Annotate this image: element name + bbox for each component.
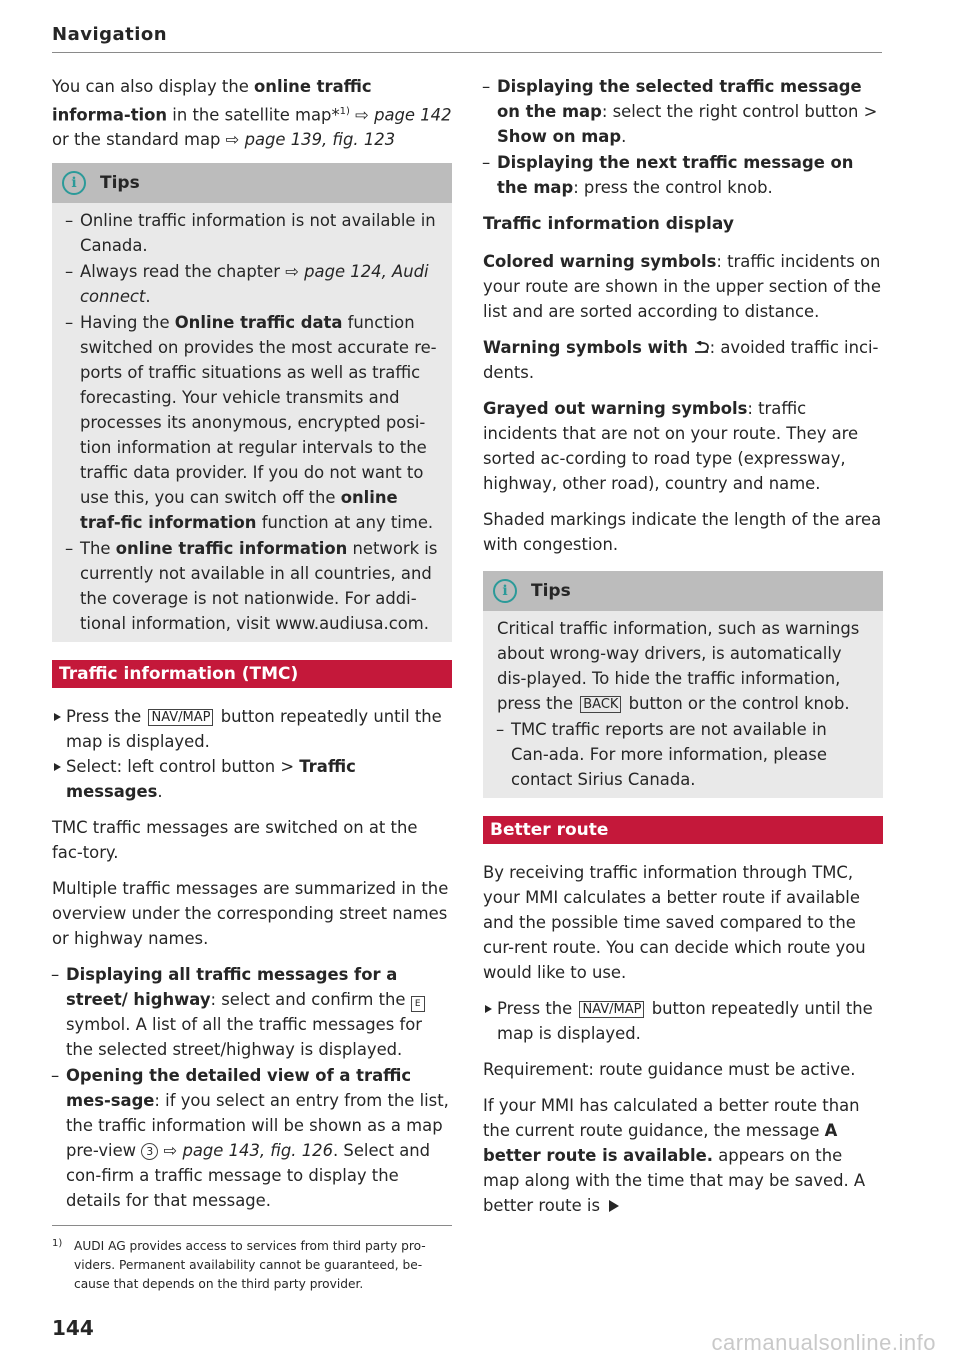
tips-item: – Having the Online traffic data function switched on provides the most accurate re-ports of traffic situations as well as traffic forecasting. Your vehicle transmits and processes its anonymous, encrypted posi-tion information at regular intervals to the traffic data provider. If you do not want to use this, you can switch off the online traf-fic information function at any time. [66, 310, 438, 535]
subheading: Traffic information display [483, 214, 734, 234]
tips-body [52, 203, 452, 642]
tips-item: – TMC traffic reports are not available in Can-ada. For more information, please contact Sirius Canada. [497, 717, 869, 792]
list-item: – Displaying all traffic messages for a street/ highway: select and confirm the E symbol. A list of all the traffic messages for the selected street/highway is displayed. [52, 962, 452, 1062]
section-title-better-route: Better route [483, 816, 883, 844]
nav-map-key: NAV/MAP [579, 1001, 644, 1018]
tips-header [52, 163, 452, 203]
page-ref-link[interactable]: page 142 [374, 105, 452, 125]
tips-paragraph: Critical traffic information, such as warnings about wrong-way drivers, is automatically dis-played. To hide the traffic information, press the BACK button or the control knob. [497, 619, 860, 713]
footnote-mark: 1) [52, 1238, 63, 1249]
continue-arrow-icon [609, 1200, 619, 1212]
list-item: – Displaying the next traffic message on the map: press the control knob. [483, 150, 883, 200]
paragraph: Requirement: route guidance must be active. [483, 1060, 856, 1079]
paragraph: Colored warning symbols: traffic incidents on your route are shown in the upper section of the list and are sorted according to distance. [483, 252, 881, 321]
paragraph: Shaded markings indicate the length of the area with congestion. [483, 510, 882, 554]
paragraph: If your MMI has calculated a better route than the current route guidance, the message A better route is available. appears on the map along with the time that may be saved. A better route is [483, 1096, 866, 1215]
step-item: Press the NAV/MAP button repeatedly until the map is displayed. [52, 704, 452, 754]
tips-item: – Online traffic information is not available in Canada. [66, 208, 438, 258]
tips-header [483, 571, 883, 611]
right-column [483, 74, 883, 1229]
list-item: – Opening the detailed view of a traffic mes-sage: if you select an entry from the list, the traffic information will be shown as a map pre-view 3 ⇨ page 143, fig. 126. Select and con-firm a traffic message to display the details for that message. [52, 1063, 452, 1213]
left-column [52, 74, 452, 1214]
nav-map-key: NAV/MAP [148, 709, 213, 726]
section-title-tmc: Traffic information (TMC) [52, 660, 452, 688]
tips-item: – Always read the chapter ⇨ page 124, Audi connect. [66, 259, 438, 309]
paragraph: TMC traffic messages are switched on at the fac-tory. [52, 818, 418, 863]
paragraph: Multiple traffic messages are summarized in the overview under the corresponding street names or highway names. [52, 879, 449, 949]
page-ref-link[interactable]: page 124, Audi connect [80, 262, 429, 307]
watermark: carmanualsonline.info [711, 1330, 936, 1355]
header-divider [52, 52, 882, 53]
tips-item: – The online traffic information network is currently not available in all countries, and the coverage is not nationwide. For addi-tional information, visit www.audiusa.com. [66, 536, 438, 636]
step-item: Press the NAV/MAP button repeatedly until the map is displayed. [483, 996, 883, 1046]
footnote-ref[interactable]: 1) [339, 106, 350, 117]
page-ref-link[interactable]: page 139, fig. 123 [244, 130, 396, 150]
paragraph: Grayed out warning symbols: traffic incidents that are not on your route. They are sorted ac-cording to road type (expressway, highway, other road), country and name. [483, 399, 859, 493]
callout-number-icon: 3 [141, 1143, 158, 1160]
step-item: Select: left control button > Traffic messages. [52, 754, 452, 804]
tips-body [483, 611, 883, 798]
tips-box [483, 571, 883, 798]
intro-paragraph: You can also display the online traffic informa-tion in the satellite map*$^{1)}$ ⇨ page 142 or the standard map ⇨ page 139, fig. 123 [52, 77, 452, 150]
tips-title: Tips [531, 580, 571, 601]
footnote [52, 1237, 452, 1294]
paragraph: Warning symbols with : avoided traffic inci-dents. [483, 338, 879, 382]
paragraph: By receiving traffic information through TMC, your MMI calculates a better route if available and the possible time saved compared to the cur-rent route. You can decide which route you would like to use. [483, 863, 866, 982]
info-icon: i [62, 171, 86, 195]
tips-title: Tips [100, 172, 140, 193]
page-header-title: Navigation [52, 24, 168, 45]
info-icon: i [493, 579, 517, 603]
list-symbol-icon: E [411, 996, 425, 1012]
detour-icon [694, 341, 710, 353]
page-ref-link[interactable]: page 143, fig. 126 [182, 1141, 334, 1161]
tips-box [52, 163, 452, 642]
list-item: – Displaying the selected traffic message on the map: select the right control button > Show on map. [483, 74, 883, 149]
footnote-divider [52, 1225, 452, 1226]
back-key: BACK [580, 696, 621, 713]
page-number: 144 [52, 1316, 94, 1340]
footnote-text: AUDI AG provides access to services from third party pro-viders. Permanent availability cannot be guaranteed, be-cause that depends on the third party provider. [74, 1239, 426, 1291]
